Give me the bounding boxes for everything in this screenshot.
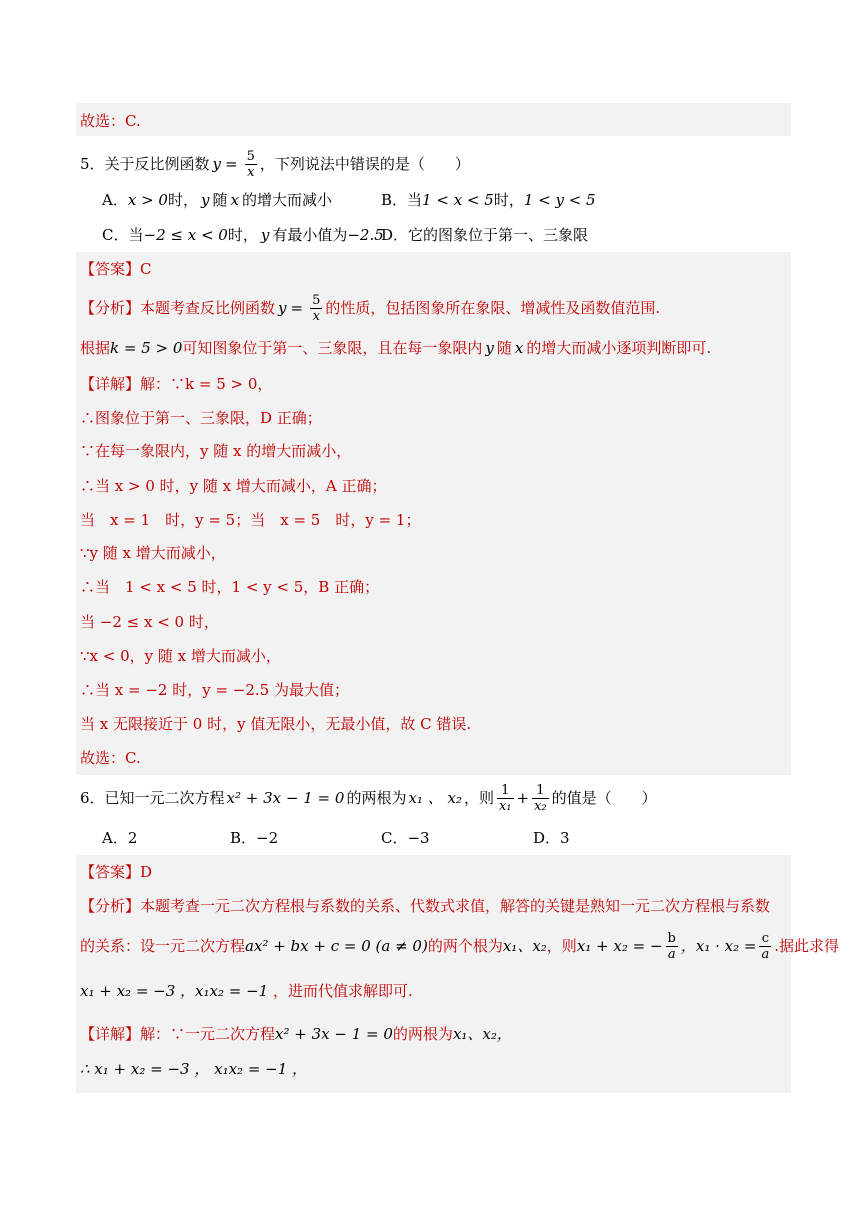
q5-detail-line-7: ∴当 1 < x < 5 时，1 < y < 5，B 正确； — [80, 578, 380, 596]
q5-conclusion: 故选：C. — [80, 749, 141, 767]
q6-analysis-line-1: 【分析】本题考查一元二次方程根与系数的关系、代数式求值，解答的关键是熟知一元二次方程根与系数 — [80, 897, 771, 915]
q4-conclusion: 故选：C. — [80, 112, 141, 130]
q6-detail-line-2: ∴ x₁ + x₂ = −3 ， x₁x₂ = −1 ， — [80, 1060, 308, 1078]
q6-option-c: C．−3 — [381, 829, 430, 847]
q6-option-b: B．−2 — [230, 829, 279, 847]
q5-detail-line-1: 【详解】解：∵k = 5 > 0， — [80, 375, 273, 393]
q5-detail-line-10: ∴当 x = −2 时，y = −2.5 为最大值； — [80, 681, 349, 699]
q5-detail-line-11: 当 x 无限接近于 0 时，y 值无限小，无最小值，故 C 错误. — [80, 715, 472, 733]
q5-analysis-line-2: 根据k = 5 > 0可知图象位于第一、三象限，且在每一象限内 y 随 x 的增大而减小逐项判断即可. — [80, 339, 712, 357]
q5-option-c: C．当−2 ≤ x < 0时， y 有最小值为−2.5 — [102, 226, 384, 244]
q5-option-b: B．当1 < x < 5时，1 < y < 5 — [381, 191, 596, 209]
q5-detail-line-5: 当 x = 1 时，y = 5；当 x = 5 时，y = 1； — [80, 511, 421, 529]
q5-detail-line-9: ∵x < 0，y 随 x 增大而减小， — [80, 647, 281, 665]
q6-answer: 【答案】D — [80, 863, 153, 881]
q6-option-a: A．2 — [102, 829, 138, 847]
q5-detail-line-6: ∵y 随 x 增大而减小， — [80, 544, 226, 562]
q5-analysis-line-1: 【分析】 本题考查反比例函数 y = $\frac{5}{x}$ 的性质，包括图象所在象限、增减性及函数值范围. — [80, 292, 661, 324]
q5-detail-line-4: ∴当 x > 0 时，y 随 x 增大而减小，A 正确； — [80, 477, 387, 495]
q6-option-d: D．3 — [533, 829, 570, 847]
q6-solution-block — [76, 855, 791, 1093]
q6-analysis-line-3: x₁ + x₂ = −3 ，x₁x₂ = −1 ，进而代值求解即可. — [80, 982, 413, 1000]
q6-stem: 6．已知一元二次方程 x² + 3x − 1 = 0 的两根为 x₁ 、 x₂ ，则 $\frac{1}{\text{x₁}}$ + $\frac{1}{\text{x₂}}$ 的值是（ ） — [80, 782, 657, 814]
q5-option-a: A．x > 0时， y 随 x 的增大而减小 — [102, 191, 332, 209]
q5-detail-line-2: ∴图象位于第一、三象限，D 正确； — [80, 409, 322, 427]
q5-option-d: D．它的图象位于第一、三象限 — [381, 226, 589, 244]
q5-answer: 【答案】C — [80, 260, 152, 278]
q4-solution-block — [76, 103, 791, 136]
q5-detail-line-3: ∵在每一象限内，y 随 x 的增大而减小， — [80, 442, 352, 460]
q6-detail-line-1: 【详解】解：∵一元二次方程x² + 3x − 1 = 0的两根为x₁、x₂， — [80, 1025, 512, 1043]
q5-stem: 5．关于反比例函数 y = $\frac{5}{x}$ ，下列说法中错误的是（ ） — [80, 148, 470, 180]
q5-detail-line-8: 当 −2 ≤ x < 0 时， — [80, 613, 219, 631]
q6-analysis-line-2: 的关系：设一元二次方程 ax² + bx + c = 0 (a ≠ 0) 的两个根为 x₁、x₂ ，则 x₁ + x₂ = − $\frac{b}{a}$ ，x₁ · x₂ = $\frac{c}{a}$ .据此求得 — [80, 930, 840, 962]
